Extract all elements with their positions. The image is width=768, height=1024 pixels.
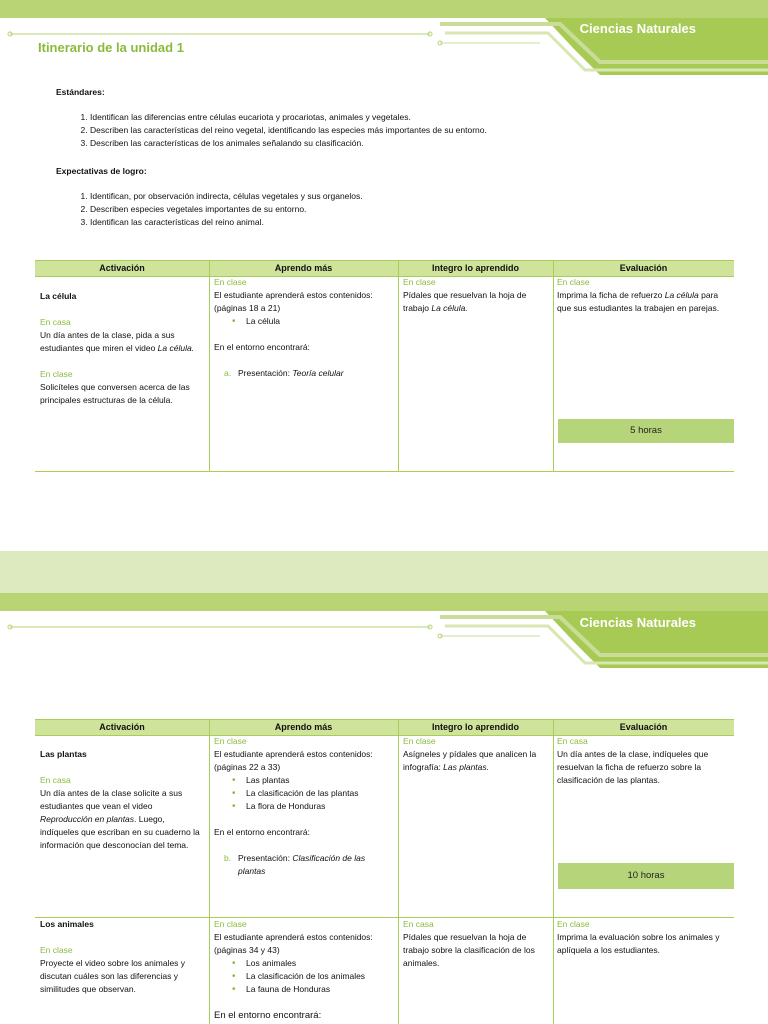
evaluation-text-part: Imprima la ficha de refuerzo	[557, 290, 665, 300]
mode-label: En clase	[214, 277, 247, 287]
mode-label: En clase	[40, 369, 73, 379]
environment-text: En el entorno encontrará:	[214, 1010, 322, 1021]
content-bullet: • La fauna de Honduras	[228, 983, 394, 996]
hours-badge: 10 horas	[558, 863, 734, 889]
mode-label: En casa	[40, 775, 71, 785]
page-banner-1	[0, 0, 768, 70]
integrate-text-part: Pídales que resuelvan la hoja de trabajo	[403, 290, 527, 313]
table-header-row	[35, 719, 734, 736]
expectation-item: 3. Identifican las características del reino animal.	[90, 216, 363, 229]
presentation-title: Teoría celular	[292, 368, 344, 378]
row-divider	[35, 471, 734, 472]
mode-label: En casa	[557, 736, 588, 746]
mode-label: En clase	[214, 919, 247, 929]
header-aprendo: Aprendo más	[274, 263, 333, 273]
activity-text-part: Un día antes de la clase solicite a sus estudiantes que vean el video	[40, 788, 183, 811]
video-title: Reproducción en plantas	[40, 814, 135, 824]
column-divider	[398, 719, 399, 1024]
column-divider	[398, 260, 399, 472]
mode-label: En casa	[40, 317, 71, 327]
evaluation-text: Un día antes de la clase, indíqueles que resuelvan la ficha de refuerzo sobre la clasificación de las plantas.	[557, 749, 709, 785]
table-header-row	[35, 260, 734, 277]
itinerary-table-2	[35, 719, 734, 1024]
item-letter: b.	[224, 853, 232, 863]
content-bullet: • Los animales	[228, 957, 394, 970]
activation-cell	[40, 748, 205, 852]
standards-list	[56, 111, 487, 150]
standards-heading: Estándares:	[56, 87, 105, 97]
integrate-text-part: Asígneles y pídales que analicen la infografía:	[403, 749, 537, 772]
mode-label: En clase	[40, 945, 73, 955]
evaluation-text-part: para que sus estudiantes la trabajen en parejas.	[557, 290, 720, 313]
evaluation-cell	[557, 276, 730, 315]
content-bullet: • La flora de Honduras	[228, 800, 394, 813]
expectation-item: 1. Identifican, por observación indirecta, células vegetales y sus organelos.	[90, 190, 363, 203]
integrate-text	[403, 289, 549, 315]
learn-cell	[214, 918, 394, 1022]
header-integro: Integro lo aprendido	[432, 722, 519, 732]
presentation-title: Clasificación de las plantas	[238, 853, 366, 876]
video-title: La célula.	[157, 343, 195, 353]
integrate-text	[403, 748, 549, 774]
header-activacion: Activación	[99, 263, 145, 273]
activation-cell	[40, 918, 208, 996]
content-bullet: • Las plantas	[228, 774, 394, 787]
contents-text: El estudiante aprenderá estos contenidos: (páginas 34 y 43)	[214, 932, 373, 955]
column-divider	[553, 260, 554, 472]
presentation-label: Presentación:	[238, 853, 293, 863]
topic-title: Las plantas	[40, 749, 87, 759]
unit-itinerary-title: Itinerario de la unidad 1	[38, 40, 184, 55]
environment-text: En el entorno encontrará:	[214, 827, 310, 837]
integrate-cell	[403, 735, 549, 774]
mode-label: En casa	[403, 919, 434, 929]
banner-decoration-1	[0, 0, 768, 75]
content-bullet: • La clasificación de los animales	[228, 970, 394, 983]
header-evaluacion: Evaluación	[619, 722, 668, 732]
evaluation-text: Imprima la evaluación sobre los animales y aplíquela a los estudiantes.	[557, 932, 720, 955]
activity-text-part: . Luego, indíqueles que escriban en su cuaderno la información que desconocían del tema.	[40, 814, 200, 850]
mode-label: En clase	[403, 277, 436, 287]
activity-text: Solicíteles que conversen acerca de las principales estructuras de la célula.	[40, 382, 190, 405]
column-divider	[209, 719, 210, 1024]
header-activacion: Activación	[99, 722, 145, 732]
environment-text: En el entorno encontrará:	[214, 342, 310, 352]
integrate-cell	[403, 918, 549, 970]
evaluation-text	[557, 289, 730, 315]
header-aprendo: Aprendo más	[274, 722, 333, 732]
banner-decoration-2	[0, 593, 768, 668]
activity-text-part: Un día antes de la clase, pida a sus estudiantes que miren el video	[40, 330, 175, 353]
presentation-item	[214, 852, 394, 878]
mode-label: En clase	[403, 736, 436, 746]
worksheet-title: La célula	[664, 290, 699, 300]
item-letter: a.	[224, 368, 232, 378]
column-divider	[209, 260, 210, 472]
activity-text	[40, 329, 205, 355]
header-evaluacion: Evaluación	[619, 263, 668, 273]
mode-label: En clase	[214, 736, 247, 746]
topic-title: La célula	[40, 291, 77, 301]
learn-cell	[214, 276, 394, 380]
integrate-text: Pídales que resuelvan la hoja de trabajo sobre la clasificación de los animales.	[403, 932, 535, 968]
presentation-label: Presentación:	[238, 368, 293, 378]
contents-text: El estudiante aprenderá estos contenidos: (páginas 22 a 33)	[214, 749, 373, 772]
content-bullet: • La clasificación de las plantas	[228, 787, 394, 800]
page-banner-2	[0, 593, 768, 663]
mode-label: En clase	[557, 277, 590, 287]
integrate-cell	[403, 276, 549, 315]
subject-title: Ciencias Naturales	[579, 21, 696, 36]
hours-badge: 5 horas	[558, 419, 734, 443]
standard-item: 1. Identifican las diferencias entre células eucariota y procariotas, animales y vegetales.	[90, 111, 487, 124]
learn-cell	[214, 735, 394, 878]
content-bullet: • La célula	[228, 315, 394, 328]
contents-text: El estudiante aprenderá estos contenidos: (páginas 18 a 21)	[214, 290, 373, 313]
mode-label: En clase	[557, 919, 590, 929]
header-integro: Integro lo aprendido	[432, 263, 519, 273]
activity-text	[40, 787, 205, 852]
worksheet-title: La célula.	[431, 303, 468, 313]
topic-title: Los animales	[40, 919, 94, 929]
infographic-title: Las plantas.	[443, 762, 490, 772]
subject-title: Ciencias Naturales	[579, 615, 696, 630]
activation-cell	[40, 290, 205, 407]
expectation-item: 2. Describen especies vegetales importantes de su entorno.	[90, 203, 363, 216]
expectations-heading: Expectativas de logro:	[56, 166, 147, 176]
presentation-item	[214, 367, 394, 380]
evaluation-cell	[557, 735, 731, 787]
page-separator	[0, 551, 768, 593]
activity-text: Proyecte el video sobre los animales y discutan cuáles son las diferencias y similitudes que observan.	[40, 958, 186, 994]
itinerary-table-1	[35, 260, 734, 472]
standard-item: 3. Describen las características de los animales señalando su clasificación.	[90, 137, 487, 150]
expectations-list	[56, 190, 363, 229]
standard-item: 2. Describen las características del reino vegetal, identificando las especies más importantes de su entorno.	[90, 124, 487, 137]
evaluation-cell	[557, 918, 731, 957]
column-divider	[553, 719, 554, 1024]
